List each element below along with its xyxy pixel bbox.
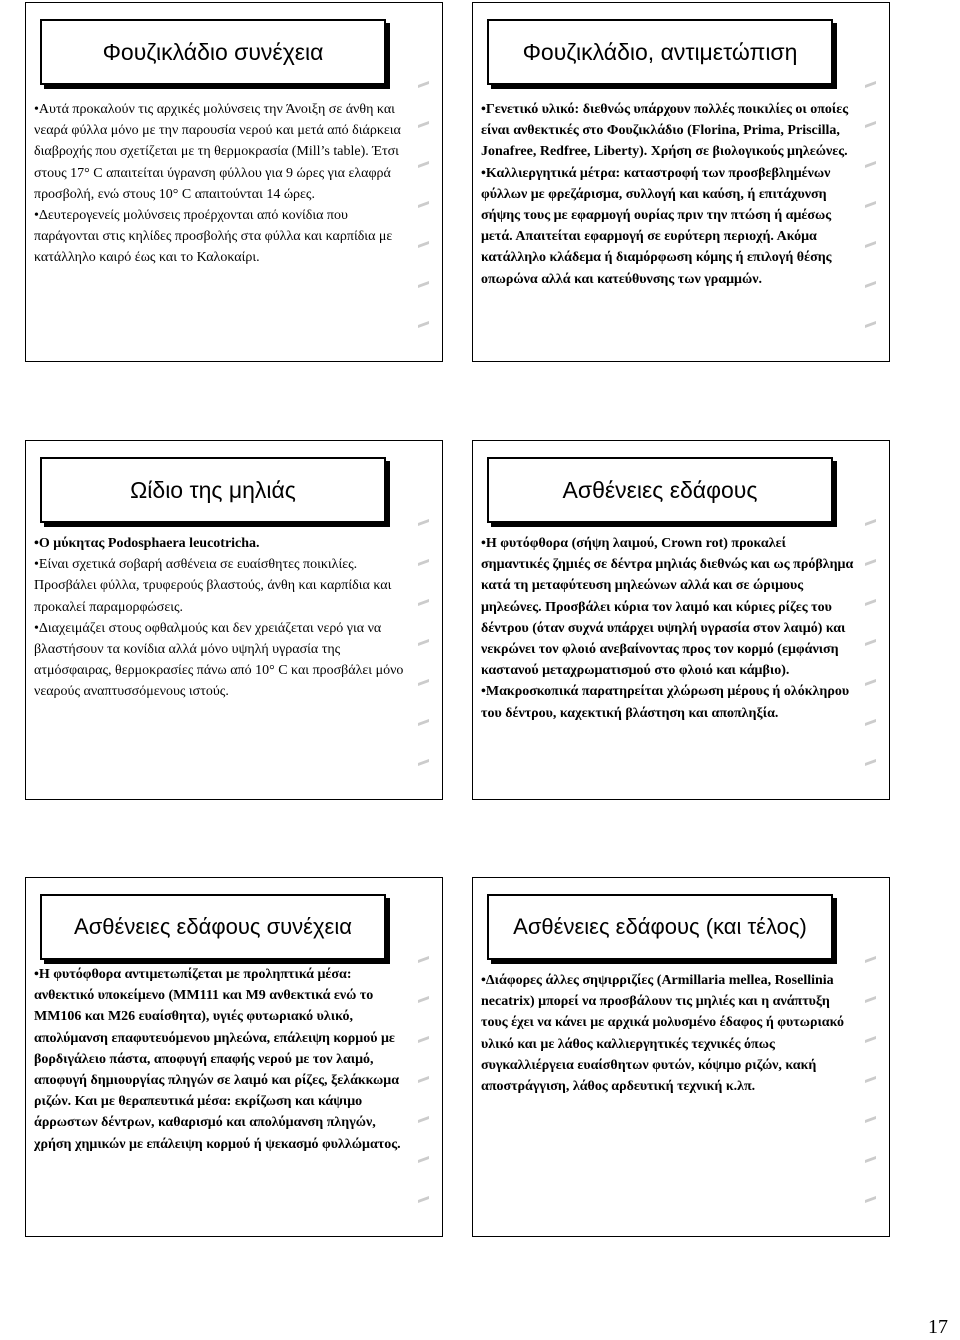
slide-decoration: [865, 521, 879, 761]
slide-body: [481, 533, 857, 724]
bullet-paragraph: •Μακροσκοπικά παρατηρείται χλώρωση μέρους ή ολόκληρου του δέντρου, καχεκτική βλάστηση και αποπληξία.: [481, 684, 850, 721]
bullet-paragraph: •Η φυτόφθορα αντιμετωπίζεται με προληπτικά μέσα: ανθεκτικό υποκείμενο (MM111 και M9 ανθεκτικά ενώ το MM106 και M26 ευαίσθητα), υγιές φυτωριακό υλικό, απολύμανση επαφυτευόμενου μηλεώνα, επάλειψη κορμού με βορδιγάλειο πάστα, αποφυγή επαφής νερού με τον λαιμό, αποφυγή δημιουργίας πληγών σε λαιμό και ρίζες, ξελάκκωμα ριζών. Και με θεραπευτικά μέσα: εκρίζωση και κάψιμο άρρωστων δέντρων, καθαρισμό και απολύμανση πληγών, χρήση χημικών με επάλειψη κορμού ή ψεκασμό φυλλώματος.: [34, 967, 401, 1152]
bullet-paragraph: •Καλλιεργητικά μέτρα: καταστροφή των προσβεβλημένων φύλλων με φρεζάρισμα, συλλογή και καύση, ή επιτάχυνση σήψης τους με εφαρμογή ουρίας πριν την πτώση ή αμέσως μετά. Απαιτείται εφαρμογή σε ευρύτερη περιοχή. Ακόμα κατάλληλο κλάδεμα ή διαμόρφωση κόμης ή επιλογή θέσης οπωρώνα αλλά και κατεύθυνσης των γραμμών.: [481, 165, 832, 287]
slide-3: [25, 440, 443, 800]
slide-body: [34, 533, 410, 703]
bullet-paragraph: •Διάφορες άλλες σηψιρριζίες (Armillaria mellea, Rosellinia necatrix) μπορεί να προσβάλουν τις μηλιές και η ανάπτυξη τους έχει να κάνει με αρχικά μολυσμένο έδαφος ή φυτωριακό υλικό και με λάθος καλλιεργητικές τεχνικές όπως συγκαλλιέργεια ευαίσθητων φυτών, κόψιμο ριζών, κακή αποστράγγιση, λάθος αρδευτική τεχνική κ.λπ.: [481, 973, 844, 1095]
slide-title: Ασθένειες εδάφους (και τέλος): [487, 894, 833, 960]
slide-decoration: [418, 83, 432, 323]
slide-body: [34, 99, 410, 269]
slide-decoration: [418, 521, 432, 761]
slide-body: [481, 970, 857, 1097]
slide-decoration: [865, 83, 879, 323]
bullet-paragraph: •Ο μύκητας Podosphaera leucotricha.: [34, 536, 260, 551]
slide-2: [472, 2, 890, 362]
slide-title: Ασθένειες εδάφους συνέχεια: [40, 894, 386, 960]
bullet-paragraph: •Η φυτόφθορα (σήψη λαιμού, Crown rot) προκαλεί σημαντικές ζημιές σε δέντρα μηλιάς διεθνώς και ως πρόβλημα κατά τη μεταφύτευση μηλεώνων αλλά και σε ώριμους μηλεώνες. Προσβάλει κύρια τον λαιμό και κύριες ρίζες του δέντρου (όταν συχνά υπάρχει υψηλή υγρασία στον λαιμό) και νεκρώνει τον φλοιό ανεβαίνοντας προς τον κορμό (εμφάνιση καστανού μεταχρωματισμού στο φλοιό και κάμβιο).: [481, 536, 854, 679]
slide-body: [481, 99, 857, 290]
slide-title: Ασθένειες εδάφους: [487, 457, 833, 523]
slide-1: [25, 2, 443, 362]
slide-title: Ωίδιο της μηλιάς: [40, 457, 386, 523]
slide-decoration: [865, 958, 879, 1198]
slide-title: Φουζικλάδιο, αντιμετώπιση: [487, 19, 833, 85]
bullet-paragraph: •Αυτά προκαλούν τις αρχικές μολύνσεις την Άνοιξη σε άνθη και νεαρά φύλλα μόνο με την παρουσία νερού και μετά από διάρκεια διαβροχής που σχετίζεται με τη θερμοκρασία (Mill’s table). Έτσι στους 17° C απαιτείται ύγρανση φύλλου για 9 ώρες για ελαφρά προσβολή, ενώ στους 10° C απαιτούνται 14 ώρες.: [34, 102, 401, 202]
bullet-paragraph: •Δευτερογενείς μολύνσεις προέρχονται από κονίδια που παράγονται στις κηλίδες προσβολής στα φύλλα και καρπίδια με κατάλληλο καιρό έως και το Καλοκαίρι.: [34, 208, 393, 266]
bullet-paragraph: •Γενετικό υλικό: διεθνώς υπάρχουν πολλές ποικιλίες οι οποίες είναι ανθεκτικές στο Φουζικλάδιο (Florina, Prima, Priscilla, Jonafree, Redfree, Liberty). Χρήση σε βιολογικούς μηλεώνες.: [481, 102, 849, 160]
page-number: 17: [928, 1316, 948, 1338]
slide-body: [34, 964, 410, 1155]
bullet-paragraph: •Διαχειμάζει στους οφθαλμούς και δεν χρειάζεται νερό για να βλαστήσουν τα κονίδια αλλά μόνο υψηλή υγρασία της ατμόσφαιρας, θερμοκρασίες πάνω από 10° C και προσβάλει μόνο νεαρούς αναπτυσσόμενους ιστούς.: [34, 620, 404, 700]
slide-6: [472, 877, 890, 1237]
slide-4: [472, 440, 890, 800]
slide-5: [25, 877, 443, 1237]
slide-title: Φουζικλάδιο συνέχεια: [40, 19, 386, 85]
slide-decoration: [418, 958, 432, 1198]
bullet-paragraph: •Είναι σχετικά σοβαρή ασθένεια σε ευαίσθητες ποικιλίες. Προσβάλει φύλλα, τρυφερούς βλαστούς, άνθη και καρπίδια και προκαλεί παραμορφώσεις.: [34, 557, 392, 615]
